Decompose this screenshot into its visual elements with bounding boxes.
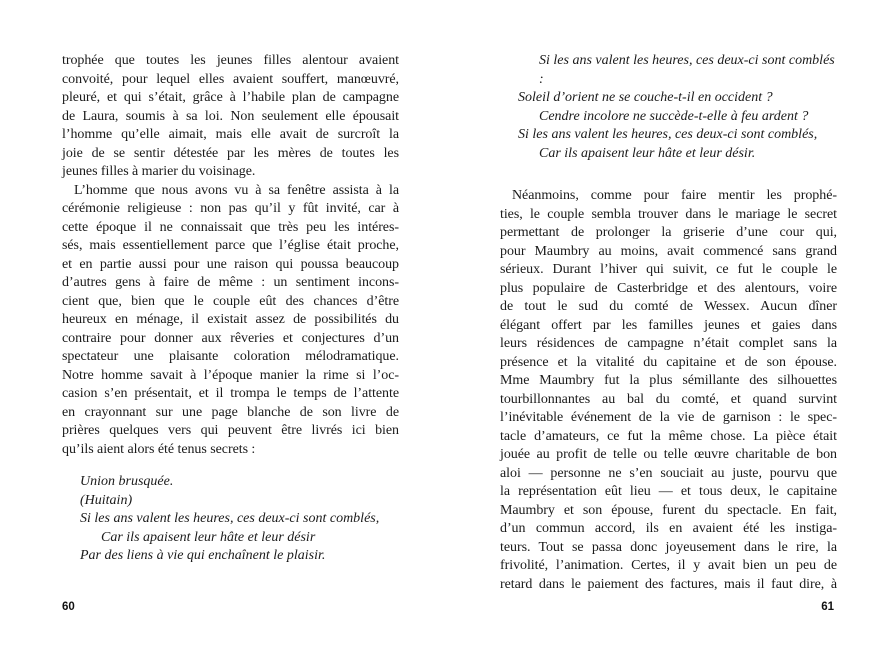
prose-line: pour Maumbry au moins, avait commencé sans grand	[500, 243, 837, 259]
prose-line: casion s’en présentait, et il trompa le temps de l’attente	[62, 386, 399, 401]
verse-line: Par des liens à vie qui enchaînent le plaisir.	[80, 548, 326, 563]
verse-line: Union brusquée.	[80, 474, 174, 489]
verse-line: Cendre incolore ne succède-t-elle à feu ardent ?	[539, 108, 809, 124]
verse-line: Si les ans valent les heures, ces deux-ci sont comblés,	[518, 127, 818, 142]
prose-line: d’autres gens à faire de même : un sentiment incons-	[62, 275, 399, 290]
prose-line: teurs. Tout se passa donc joyeusement dans le rire, la	[500, 539, 837, 555]
left-page-text-column	[62, 52, 399, 566]
prose-line: l’homme qu’elle aimait, mais elle avait de surcroît la	[62, 127, 399, 142]
prose-line: retard dans le paiement des factures, mais il faut dire, à	[500, 576, 837, 592]
verse-line: (Huitain)	[80, 492, 133, 508]
prose-line: l’inévitable événement de la vie de garnison : le spec-	[500, 410, 837, 425]
prose-line: pleuré, et qui s’était, grâce à l’habile plan de campagne	[62, 90, 399, 105]
prose-line: la représentation eût lieu — et tous deux, le capitaine	[500, 484, 837, 499]
prose-line: de Laura, soumis à sa loi. Non seulement elle épousait	[62, 108, 399, 124]
prose-line: prières quelques vers qui peuvent être livrés ici bien	[62, 423, 399, 438]
page-number-right: 61	[821, 601, 834, 613]
prose-line: Notre homme savait à l’époque manier la rime si l’oc-	[62, 367, 399, 383]
prose-line: aloi — personne ne s’en souciait au juste, pourvu que	[500, 465, 837, 481]
prose-line: Maumbry et son épouse, furent du spectacle. En fait,	[500, 502, 837, 518]
prose-line: présence et la vitalité du capitaine et de son épouse.	[500, 354, 837, 370]
poem-huitain	[62, 473, 399, 566]
prose-line: tacle d’amateurs, ce fut la même chose. La pièce était	[500, 428, 837, 444]
prose-line: joie de se sentir détestée par les mères de toutes les	[62, 145, 399, 161]
prose-line: en crayonnant sur une page blanche de son livre de	[62, 404, 399, 420]
page-number-left: 60	[62, 601, 75, 613]
prose-line: tourbillonnantes au bal du comté, et quand survint	[500, 391, 837, 407]
prose-line: et en partie aussi pour une raison qui poussa beaucoup	[62, 256, 399, 272]
prose-line: plus populaire de Casterbridge et des alentours, voire	[500, 280, 837, 296]
prose-line: d’un commun accord, ils en avaient été les instiga-	[500, 521, 837, 536]
right-page-text-column	[500, 52, 837, 594]
verse-line: Si les ans valent les heures, ces deux-ci sont comblés,	[80, 511, 380, 526]
prose-line: heureux en ménage, il existait assez de possibilités du	[62, 312, 399, 327]
prose-line: convoité, pour lequel elles avaient souffert, manœuvré,	[62, 71, 399, 87]
verse-line: Si les ans valent les heures, ces deux-ci sont comblés :	[539, 53, 835, 87]
prose-line: L’homme que nous avons vu à sa fenêtre assista à la	[74, 182, 399, 198]
prose-line: cette époque il ne connaissait que très peu les intéres-	[62, 219, 399, 235]
prose-line: sés, mais essentiellement parce que l’église était proche,	[62, 238, 399, 253]
prose-line: cient que, bien que le couple eût des chances d’être	[62, 293, 399, 309]
prose-line: Néanmoins, comme pour faire mentir les prophé-	[512, 188, 837, 203]
prose-line: spectateur une plaisante coloration mélodramatique.	[62, 349, 399, 364]
prose-line: jouée au profit de telle ou telle œuvre charitable de bon	[500, 447, 837, 462]
prose-line: cérémonie religieuse : non pas qu’il y fût invité, car à	[62, 201, 399, 216]
prose-line: frivolité, l’animation. Certes, il y avait bien un peu de	[500, 558, 837, 573]
prose-line: trophée que toutes les jeunes filles alentour avaient	[62, 53, 399, 68]
poem-continuation	[500, 52, 837, 163]
prose-line: contraire pour donner aux rêveries et conjectures d’un	[62, 330, 399, 346]
prose-line: ties, le couple sembla trouver dans le mariage le secret	[500, 206, 837, 222]
prose-line: élégant offert par les familles jeunes et gaies dans	[500, 317, 837, 333]
prose-line: sérieux. Durant l’hiver qui suivit, ce fut le couple le	[500, 262, 837, 277]
prose-line: leurs résidences de campagne n’était complet sans la	[500, 336, 837, 351]
prose-line: de tout le sud du comté de Wessex. Aucun dîner	[500, 299, 837, 314]
verse-line: Soleil d’orient ne se couche-t-il en occident ?	[518, 90, 773, 105]
prose-line: permettant de prolonger la griserie d’une cour qui,	[500, 225, 837, 240]
prose-line: jeunes filles à marier du voisinage.	[62, 164, 256, 179]
verse-line: Car ils apaisent leur hâte et leur désir	[101, 529, 316, 545]
prose-line: Mme Maumbry fut la plus sémillante des silhouettes	[500, 373, 837, 388]
verse-line: Car ils apaisent leur hâte et leur désir.	[539, 145, 756, 161]
prose-line: qu’ils aient alors été tenus secrets :	[62, 441, 256, 457]
